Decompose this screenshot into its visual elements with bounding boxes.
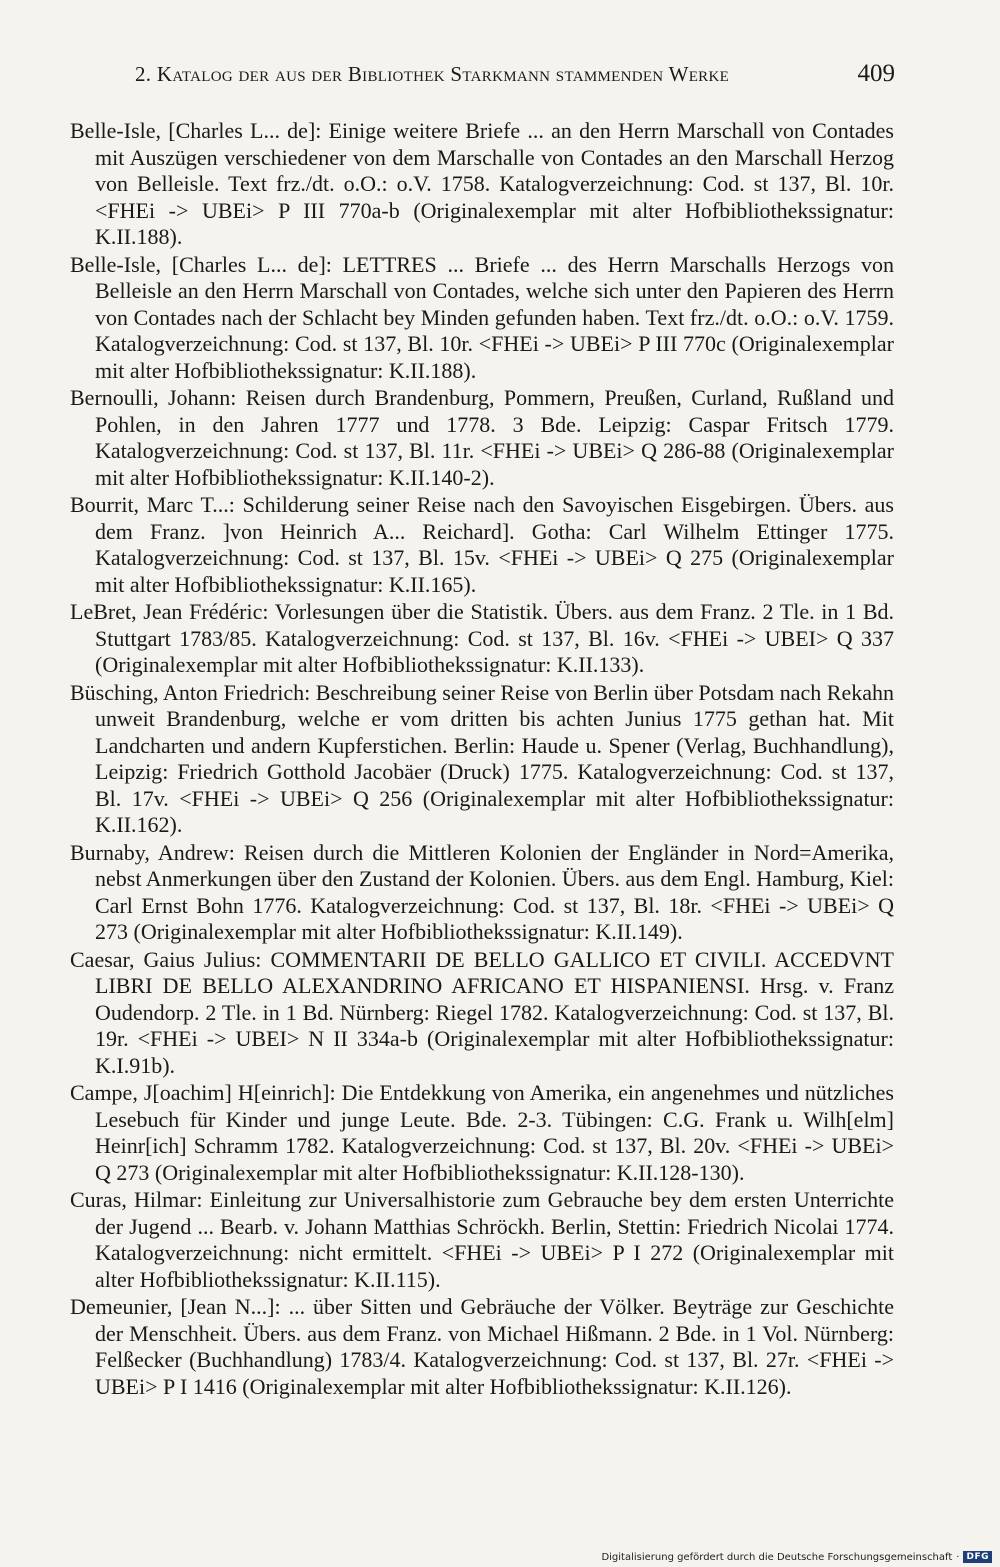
catalog-entry: Belle-Isle, [Charles L... de]: LETTRES ... Briefe ... des Herrn Marschalls Herzogs von Belleisle an den Herrn Marschall von Contades, welche sich unter den Papieren des Herrn von Contades nach der Schlacht bey Minden gefunden haben. Text frz./dt. o.O.: o.V. 1759. Katalogverzeichnung: Cod. st 137, Bl. 10r. <FHEi -> UBEi> P III 770c (Originalexemplar mit alter Hofbibliothekssignatur: K.II.188). — [70, 251, 894, 383]
catalog-entry: Campe, J[oachim] H[einrich]: Die Entdekkung von Amerika, ein angenehmes und nützliches Lesebuch für Kinder und junge Leute. Bde. 2-3. Tübingen: C.G. Frank u. Wilh[elm] Heinr[ich] Schramm 1782. Katalogverzeichnung: Cod. st 137, Bl. 20v. <FHEi -> UBEi> Q 273 (Originalexemplar mit alter Hofbibliothekssignatur: K.II.128-130). — [70, 1080, 894, 1185]
footer-separator: · — [956, 1551, 960, 1563]
catalog-entry: LeBret, Jean Frédéric: Vorlesungen über die Statistik. Übers. aus dem Franz. 2 Tle. in 1 Bd. Stuttgart 1783/85. Katalogverzeichnung: Cod. st 137, Bl. 16v. <FHEi -> UBEI> Q 337 (Originalexemplar mit alter Hofbibliothekssignatur: K.II.133). — [70, 599, 894, 677]
catalog-entry: Bernoulli, Johann: Reisen durch Brandenburg, Pommern, Preußen, Curland, Rußland und Pohlen, in den Jahren 1777 und 1778. 3 Bde. Leipzig: Caspar Fritsch 1779. Katalogverzeichnung: Cod. st 137, Bl. 11r. <FHEi -> UBEi> Q 286-88 (Originalexemplar mit alter Hofbibliothekssignatur: K.II.140-2). — [70, 385, 894, 490]
digitization-footer — [601, 1551, 992, 1563]
running-title: 2. Katalog der aus der Bibliothek Starkmann stammenden Werke — [135, 62, 730, 86]
catalog-entry: Caesar, Gaius Julius: COMMENTARII DE BELLO GALLICO ET CIVILI. ACCEDVNT LIBRI DE BELLO ALEXANDRINO AFRICANO ET HISPANIENSI. Hrsg. v. Franz Oudendorp. 2 Tle. in 1 Bd. Nürnberg: Riegel 1782. Katalogverzeichnung: Cod. st 137, Bl. 19r. <FHEi -> UBEI> N II 334a-b (Originalexemplar mit alter Hofbibliothekssignatur: K.I.91b). — [70, 946, 894, 1078]
running-head — [135, 60, 895, 94]
catalog-entry: Belle-Isle, [Charles L... de]: Einige weitere Briefe ... an den Herrn Marschall von Contades mit Auszügen verschiedener von dem Marschalle von Contades an den Marschall Herzog von Belleisle. Text frz./dt. o.O.: o.V. 1758. Katalogverzeichnung: Cod. st 137, Bl. 10r. <FHEi -> UBEi> P III 770a-b (Originalexemplar mit alter Hofbibliothekssignatur: K.II.188). — [70, 118, 894, 249]
catalog-entry-list — [70, 118, 894, 1401]
catalog-entry: Demeunier, [Jean N...]: ... über Sitten und Gebräuche der Völker. Beyträge zur Geschichte der Menschheit. Übers. aus dem Franz. von Michael Hißmann. 2 Bde. in 1 Vol. Nürnberg: Felßecker (Buchhandlung) 1783/4. Katalogverzeichnung: Cod. st 137, Bl. 27r. <FHEi -> UBEi> P I 1416 (Originalexemplar mit alter Hofbibliothekssignatur: K.II.126). — [70, 1294, 894, 1399]
footer-credit-text: Digitalisierung gefördert durch die Deutsche Forschungsgemeinschaft — [601, 1551, 953, 1563]
catalog-entry: Burnaby, Andrew: Reisen durch die Mittleren Kolonien der Engländer in Nord=Amerika, nebst Anmerkungen über den Zustand der Kolonien. Übers. aus dem Engl. Hamburg, Kiel: Carl Ernst Bohn 1776. Katalogverzeichnung: Cod. st 137, Bl. 18r. <FHEi -> UBEi> Q 273 (Originalexemplar mit alter Hofbibliothekssignatur: K.II.149). — [70, 839, 894, 944]
catalog-entry: Curas, Hilmar: Einleitung zur Universalhistorie zum Gebrauche bey dem ersten Unterrichte der Jugend ... Bearb. v. Johann Matthias Schröckh. Berlin, Stettin: Friedrich Nicolai 1774. Katalogverzeichnung: nicht ermittelt. <FHEi -> UBEi> P I 272 (Originalexemplar mit alter Hofbibliothekssignatur: K.II.115). — [70, 1187, 894, 1292]
catalog-entry: Bourrit, Marc T...: Schilderung seiner Reise nach den Savoyischen Eisgebirgen. Übers. aus dem Franz. ]von Heinrich A... Reichard]. Gotha: Carl Wilhelm Ettinger 1775. Katalogverzeichnung: Cod. st 137, Bl. 15v. <FHEi -> UBEi> Q 275 (Originalexemplar mit alter Hofbibliothekssignatur: K.II.165). — [70, 492, 894, 597]
catalog-entry: Büsching, Anton Friedrich: Beschreibung seiner Reise von Berlin über Potsdam nach Rekahn unweit Brandenburg, welche er vom dritten bis achten Junius 1775 gethan hat. Mit Landcharten und andern Kupferstichen. Berlin: Haude u. Spener (Verlag, Buchhandlung), Leipzig: Friedrich Gotthold Jacobäer (Druck) 1775. Katalogverzeichnung: Cod. st 137, Bl. 17v. <FHEi -> UBEi> Q 256 (Originalexemplar mit alter Hofbibliothekssignatur: K.II.162). — [70, 679, 894, 837]
dfg-logo: DFG — [963, 1551, 992, 1563]
page-number: 409 — [857, 60, 895, 87]
